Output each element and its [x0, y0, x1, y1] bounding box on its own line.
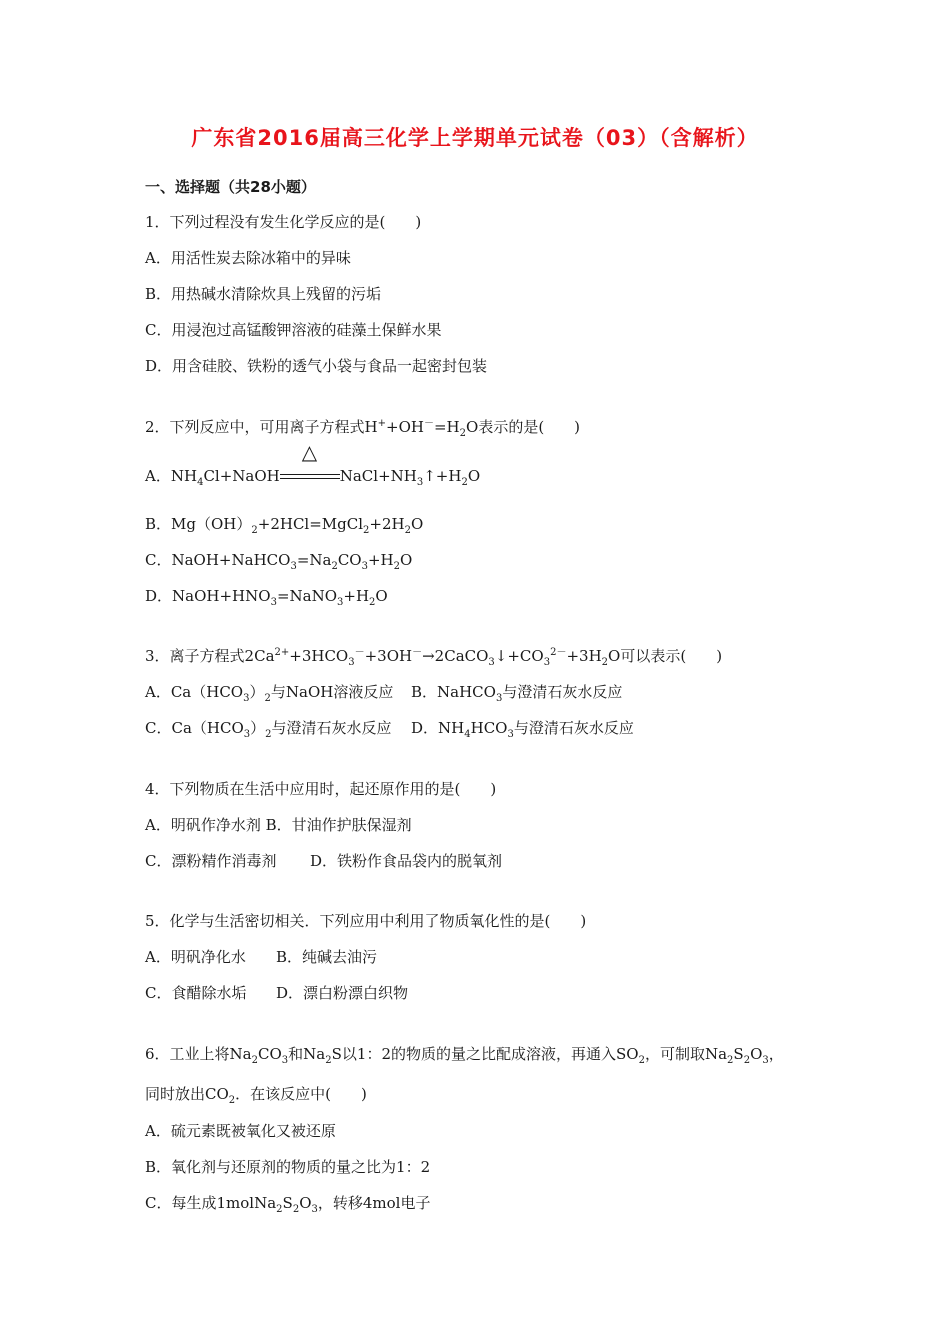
question-4-option-c: C．漂粉精作消毒剂: [145, 852, 277, 870]
question-5-option-b: B．纯碱去油污: [276, 948, 378, 966]
option-b-label: B．: [145, 515, 172, 533]
option-b-text: B．NaHCO: [411, 683, 496, 701]
question-3-option-d: D．$NH_4HCO_3$与澄清石灰水反应: [411, 719, 634, 740]
question-6-option-a: A．硫元素既被氧化又被还原: [145, 1122, 336, 1140]
question-3-option-b: B．NaHCO$_3$与澄清石灰水反应: [411, 683, 623, 704]
question-5-stem: 5．化学与生活密切相关．下列应用中利用了物质氧化性的是( ): [145, 912, 587, 930]
option-c-text: C．每生成: [145, 1194, 217, 1212]
question-4-option-d: D．铁粉作食品袋内的脱氧剂: [310, 852, 503, 870]
option-c-text: C．Ca（HCO: [145, 719, 244, 737]
question-3-stem: 3．离子方程式$2Ca^{2+}+3HCO_3^-+3OH^-\to 2CaCO_3↓+CO_3^{2-}+3H_2O$可以表示( ): [145, 647, 723, 668]
question-3-option-c: C．$Ca(HCO_3)_2$与澄清石灰水反应: [145, 719, 392, 740]
question-6-option-c: C．每生成$1molNa_2S_2O_3$，转移4mol电子: [145, 1194, 431, 1215]
question-4-stem: 4．下列物质在生活中应用时，起还原作用的是( ): [145, 780, 497, 798]
question-6-stem-line2: 同时放出$CO_2$．在该反应中( ): [145, 1085, 367, 1106]
page-title: 广东省2016届高三化学上学期单元试卷（03）（含解析）: [191, 126, 759, 150]
option-a-text: A．Ca（HCO: [145, 683, 244, 701]
question-6-stem-part: 和: [288, 1045, 304, 1063]
option-a-label: A．: [145, 467, 171, 485]
question-3-option-a: A．$Ca(HCO_3)_2$与NaOH溶液反应: [145, 683, 394, 704]
heat-triangle-icon: △: [301, 440, 318, 464]
question-3-stem-text: 3．离子方程式: [145, 647, 245, 665]
question-5-option-d: D．漂白粉漂白织物: [276, 984, 409, 1002]
question-6-stem-part: ，: [768, 1045, 784, 1063]
question-2-option-b: B．$Mg(OH)_2+2HCl=MgCl_2+2H_2O$: [145, 515, 424, 536]
question-5-option-a: A．明矾净化水: [145, 948, 246, 966]
section-heading: 一、选择题（共28小题）: [145, 178, 316, 196]
question-2-stem-text: 2．下列反应中，可用离子方程式: [145, 418, 365, 436]
question-6-stem: 6．工业上将$Na_2CO_3$和$Na_2S$以1：2的物质的量之比配成溶液，再通入$SO_2$，可制取$Na_2S_2O_3$，: [145, 1045, 784, 1066]
question-2-stem: 2．下列反应中，可用离子方程式$H^++OH^-=H_2O$表示的是( ): [145, 418, 581, 439]
question-2-option-a: A．$NH_4Cl+NaOH$ △ $NaCl+NH_3↑+H_2O$: [145, 440, 481, 488]
question-1-stem: 1．下列过程没有发生化学反应的是( ): [145, 213, 422, 231]
question-1-option-a: A．用活性炭去除冰箱中的异味: [145, 249, 351, 267]
option-d-tail: 与澄清石灰水反应: [513, 719, 634, 737]
question-6-line2-part: ．在该反应中( ): [235, 1085, 367, 1103]
heating-condition-equals: [280, 440, 340, 486]
question-1-option-b: B．用热碱水清除炊具上残留的污垢: [145, 285, 382, 303]
question-2-stem-tail: 表示的是( ): [478, 418, 581, 436]
option-c-tail: ，转移4mol电子: [317, 1194, 431, 1212]
question-6-stem-part: 以1：2的物质的量之比配成溶液，再通入: [341, 1045, 616, 1063]
question-1-option-d: D．用含硅胶、铁粉的透气小袋与食品一起密封包装: [145, 357, 488, 375]
option-b-tail: 与澄清石灰水反应: [502, 683, 623, 701]
question-6-option-b: B．氧化剂与还原剂的物质的量之比为1：2: [145, 1158, 431, 1176]
option-a-tail: 与NaOH溶液反应: [270, 683, 394, 701]
question-1-option-c: C．用浸泡过高锰酸钾溶液的硅藻土保鲜水果: [145, 321, 442, 339]
question-4-option-ab: A．明矾作净水剂 B．甘油作护肤保湿剂: [145, 816, 412, 834]
question-5-option-c: C．食醋除水垢: [145, 984, 247, 1002]
question-6-line2-part: 同时放出: [145, 1085, 206, 1103]
question-6-stem-part: 6．工业上将: [145, 1045, 230, 1063]
question-6-stem-part: ，可制取: [644, 1045, 705, 1063]
option-d-text: D．NH: [411, 719, 465, 737]
option-c-label: C．: [145, 551, 172, 569]
question-2-option-c: C．$NaOH+NaHCO_3=Na_2CO_3+H_2O$: [145, 551, 413, 572]
option-c-tail: 与澄清石灰水反应: [271, 719, 392, 737]
question-3-stem-tail: 可以表示( ): [620, 647, 723, 665]
option-d-label: D．: [145, 587, 173, 605]
question-2-option-d: D．$NaOH+HNO_3=NaNO_3+H_2O$: [145, 587, 388, 608]
